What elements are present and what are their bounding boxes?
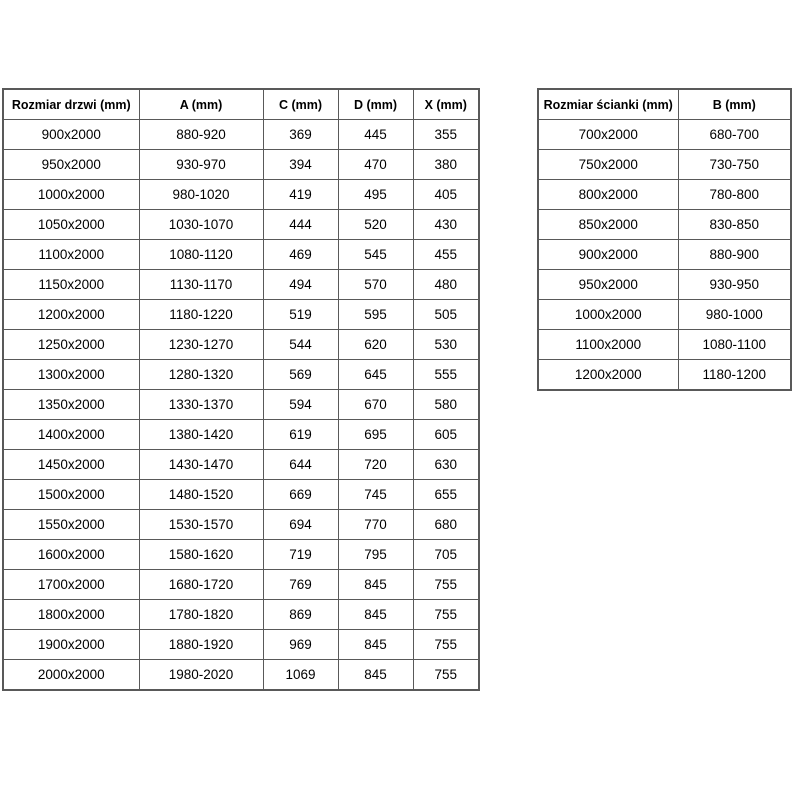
table-cell: 630 bbox=[413, 450, 479, 480]
table-cell: 880-920 bbox=[139, 120, 263, 150]
table-row bbox=[538, 240, 791, 270]
table-cell: 480 bbox=[413, 270, 479, 300]
table-cell: 795 bbox=[338, 540, 413, 570]
table-cell: 1000x2000 bbox=[538, 300, 678, 330]
header-row bbox=[538, 89, 791, 120]
table-cell: 780-800 bbox=[678, 180, 791, 210]
table-cell: 469 bbox=[263, 240, 338, 270]
table-cell: 655 bbox=[413, 480, 479, 510]
table-cell: 445 bbox=[338, 120, 413, 150]
table-row bbox=[3, 150, 479, 180]
table-cell: 845 bbox=[338, 570, 413, 600]
table-cell: 569 bbox=[263, 360, 338, 390]
column-header: Rozmiar drzwi (mm) bbox=[3, 89, 139, 120]
table-cell: 455 bbox=[413, 240, 479, 270]
table-cell: 1480-1520 bbox=[139, 480, 263, 510]
table-cell: 720 bbox=[338, 450, 413, 480]
table-cell: 1580-1620 bbox=[139, 540, 263, 570]
table-cell: 830-850 bbox=[678, 210, 791, 240]
table-cell: 1100x2000 bbox=[538, 330, 678, 360]
table-cell: 1300x2000 bbox=[3, 360, 139, 390]
table-cell: 1230-1270 bbox=[139, 330, 263, 360]
table-cell: 755 bbox=[413, 570, 479, 600]
table-cell: 1900x2000 bbox=[3, 630, 139, 660]
table-cell: 700x2000 bbox=[538, 120, 678, 150]
table-row bbox=[3, 120, 479, 150]
table-cell: 930-970 bbox=[139, 150, 263, 180]
table-cell: 1200x2000 bbox=[538, 360, 678, 391]
table-cell: 1200x2000 bbox=[3, 300, 139, 330]
table-cell: 880-900 bbox=[678, 240, 791, 270]
table-cell: 1530-1570 bbox=[139, 510, 263, 540]
table-cell: 669 bbox=[263, 480, 338, 510]
table-cell: 755 bbox=[413, 630, 479, 660]
table-cell: 555 bbox=[413, 360, 479, 390]
table-row bbox=[3, 540, 479, 570]
table-row bbox=[3, 240, 479, 270]
table-cell: 755 bbox=[413, 600, 479, 630]
table-cell: 1700x2000 bbox=[3, 570, 139, 600]
table-cell: 1980-2020 bbox=[139, 660, 263, 691]
table-cell: 519 bbox=[263, 300, 338, 330]
table-cell: 495 bbox=[338, 180, 413, 210]
table-cell: 969 bbox=[263, 630, 338, 660]
table-row bbox=[538, 150, 791, 180]
table-cell: 845 bbox=[338, 630, 413, 660]
table-cell: 1050x2000 bbox=[3, 210, 139, 240]
table-cell: 680-700 bbox=[678, 120, 791, 150]
table-row bbox=[3, 300, 479, 330]
table-row bbox=[3, 210, 479, 240]
table-row bbox=[538, 120, 791, 150]
table-row bbox=[3, 450, 479, 480]
table-cell: 950x2000 bbox=[538, 270, 678, 300]
table-row bbox=[538, 360, 791, 391]
table-cell: 405 bbox=[413, 180, 479, 210]
table-cell: 800x2000 bbox=[538, 180, 678, 210]
table-cell: 620 bbox=[338, 330, 413, 360]
table-cell: 869 bbox=[263, 600, 338, 630]
table-row bbox=[3, 360, 479, 390]
table-cell: 1130-1170 bbox=[139, 270, 263, 300]
table-cell: 770 bbox=[338, 510, 413, 540]
table-cell: 1069 bbox=[263, 660, 338, 691]
table-cell: 680 bbox=[413, 510, 479, 540]
table-cell: 470 bbox=[338, 150, 413, 180]
table-cell: 380 bbox=[413, 150, 479, 180]
table-row bbox=[3, 270, 479, 300]
table-cell: 1450x2000 bbox=[3, 450, 139, 480]
table-cell: 1080-1120 bbox=[139, 240, 263, 270]
table-row bbox=[538, 180, 791, 210]
table-cell: 1280-1320 bbox=[139, 360, 263, 390]
table-cell: 530 bbox=[413, 330, 479, 360]
table-cell: 619 bbox=[263, 420, 338, 450]
table-row bbox=[3, 630, 479, 660]
table-cell: 980-1020 bbox=[139, 180, 263, 210]
table-cell: 750x2000 bbox=[538, 150, 678, 180]
column-header: B (mm) bbox=[678, 89, 791, 120]
table-cell: 645 bbox=[338, 360, 413, 390]
table-row bbox=[3, 330, 479, 360]
column-header: Rozmiar ścianki (mm) bbox=[538, 89, 678, 120]
table-cell: 1780-1820 bbox=[139, 600, 263, 630]
table-cell: 745 bbox=[338, 480, 413, 510]
table-row bbox=[3, 390, 479, 420]
table-cell: 1180-1220 bbox=[139, 300, 263, 330]
table-row bbox=[3, 420, 479, 450]
table-cell: 355 bbox=[413, 120, 479, 150]
header-row bbox=[3, 89, 479, 120]
table-cell: 419 bbox=[263, 180, 338, 210]
table-cell: 545 bbox=[338, 240, 413, 270]
table-row bbox=[538, 210, 791, 240]
table-row bbox=[3, 180, 479, 210]
table-cell: 505 bbox=[413, 300, 479, 330]
wall-size-table bbox=[537, 88, 792, 391]
table-cell: 444 bbox=[263, 210, 338, 240]
table-row bbox=[3, 600, 479, 630]
table-cell: 1000x2000 bbox=[3, 180, 139, 210]
table-cell: 1180-1200 bbox=[678, 360, 791, 391]
table-row bbox=[3, 510, 479, 540]
table-cell: 1330-1370 bbox=[139, 390, 263, 420]
table-cell: 850x2000 bbox=[538, 210, 678, 240]
column-header: C (mm) bbox=[263, 89, 338, 120]
table-cell: 695 bbox=[338, 420, 413, 450]
table-cell: 1500x2000 bbox=[3, 480, 139, 510]
table-cell: 520 bbox=[338, 210, 413, 240]
table-cell: 605 bbox=[413, 420, 479, 450]
table-cell: 670 bbox=[338, 390, 413, 420]
table-cell: 544 bbox=[263, 330, 338, 360]
table-row bbox=[538, 300, 791, 330]
column-header: D (mm) bbox=[338, 89, 413, 120]
table-cell: 705 bbox=[413, 540, 479, 570]
table-cell: 1430-1470 bbox=[139, 450, 263, 480]
table-cell: 1150x2000 bbox=[3, 270, 139, 300]
table-cell: 2000x2000 bbox=[3, 660, 139, 691]
table-cell: 719 bbox=[263, 540, 338, 570]
table-cell: 1400x2000 bbox=[3, 420, 139, 450]
table-cell: 900x2000 bbox=[3, 120, 139, 150]
table-cell: 769 bbox=[263, 570, 338, 600]
table-cell: 644 bbox=[263, 450, 338, 480]
table-cell: 595 bbox=[338, 300, 413, 330]
table-cell: 430 bbox=[413, 210, 479, 240]
door-size-table bbox=[2, 88, 480, 691]
column-header: A (mm) bbox=[139, 89, 263, 120]
table-cell: 730-750 bbox=[678, 150, 791, 180]
table-row bbox=[538, 330, 791, 360]
table-row bbox=[3, 570, 479, 600]
table-cell: 845 bbox=[338, 600, 413, 630]
table-cell: 930-950 bbox=[678, 270, 791, 300]
table-row bbox=[538, 270, 791, 300]
table-cell: 1680-1720 bbox=[139, 570, 263, 600]
table-cell: 1030-1070 bbox=[139, 210, 263, 240]
table-cell: 494 bbox=[263, 270, 338, 300]
table-cell: 394 bbox=[263, 150, 338, 180]
table-row bbox=[3, 660, 479, 691]
table-cell: 580 bbox=[413, 390, 479, 420]
table-cell: 980-1000 bbox=[678, 300, 791, 330]
table-cell: 845 bbox=[338, 660, 413, 691]
table-cell: 900x2000 bbox=[538, 240, 678, 270]
table-cell: 1880-1920 bbox=[139, 630, 263, 660]
table-cell: 1350x2000 bbox=[3, 390, 139, 420]
table-cell: 694 bbox=[263, 510, 338, 540]
table-cell: 1550x2000 bbox=[3, 510, 139, 540]
table-cell: 1250x2000 bbox=[3, 330, 139, 360]
table-cell: 1100x2000 bbox=[3, 240, 139, 270]
table-cell: 594 bbox=[263, 390, 338, 420]
table-cell: 755 bbox=[413, 660, 479, 691]
table-cell: 1380-1420 bbox=[139, 420, 263, 450]
table-cell: 950x2000 bbox=[3, 150, 139, 180]
table-cell: 1600x2000 bbox=[3, 540, 139, 570]
table-cell: 1080-1100 bbox=[678, 330, 791, 360]
table-row bbox=[3, 480, 479, 510]
table-cell: 1800x2000 bbox=[3, 600, 139, 630]
column-header: X (mm) bbox=[413, 89, 479, 120]
table-cell: 570 bbox=[338, 270, 413, 300]
table-cell: 369 bbox=[263, 120, 338, 150]
